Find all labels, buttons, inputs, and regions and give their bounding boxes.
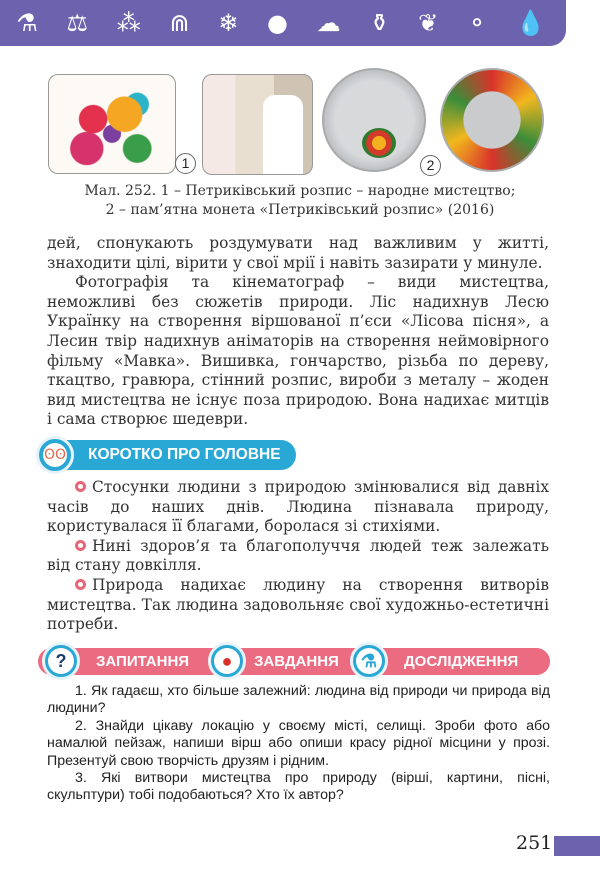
summary-list [47,478,549,635]
atom-chain-icon: ⚬ [466,9,488,37]
paragraph: дей, спонукають роздумувати над важливим у житті, знаходити цілі, вірити у свої мрії і навіть зазирати у минуле. [47,234,549,272]
cells-icon: ☁ [316,9,341,37]
question-item: 2. Знайди цікаву локацію у своєму місті, селищі. Зроби фото або намалюй пейзаж, напиши вірш або опиши красу рідної місцини у прозі. Презентуй свою творчість друзям і рідним. [47,717,550,769]
body-text [47,234,549,430]
scales-icon: ⚖ [66,9,89,37]
flask-icon: ⚗ [16,9,38,37]
tasks-header-bar [38,648,550,675]
paragraph: Фотографія та кінематограф – види мистецтва, неможливі без сюжетів природи. Ліс надихнув Лесю Українку на створення віршованої п’єси «Лісова пісня», а Лесин твір надихнув аніматорів на створення неймовірного фільму «Мавка». Вишивка, гончарство, різьба по дереву, ткацтво, гравюра, стінний розпис, вироби з металу – жоден вид мистецтва не існує поза природою. Вона надихає митців і сама створює шедеври. [47,273,549,429]
snowflake-icon: ❄ [218,9,239,37]
figure-label-1: 1 [175,153,196,174]
question-item: 1. Як гадаєш, хто більше залежний: людина від природи чи природа від людини? [47,683,550,717]
apple-icon: ● [267,9,288,37]
research-label: ДОСЛІДЖЕННЯ [404,653,519,670]
artist-painting-wall-image [202,74,313,175]
bullet-icon [75,481,86,492]
bullet-icon [75,540,86,551]
coin-reverse-image [440,68,544,172]
summary-title: КОРОТКО ПРО ГОЛОВНЕ [88,446,281,463]
figure-label-2: 2 [420,155,441,176]
summary-item: Стосунки людини з природою змінювалися від давніх часів до наших днів. Людина пізнавала природу, користувалася її благами, боролася зі стихіями. [47,478,549,536]
subject-icon-bar [0,0,566,46]
coin-obverse-image [322,68,426,172]
caption-line: 2 – пам’ятна монета «Петриківський розпис» (2016) [105,202,495,218]
tasks-label: ЗАВДАННЯ [254,653,339,670]
question-item: 3. Які витвори мистецтва про природу (вірші, картини, пісні, скульптури) тобі подобаються? Хто їх автор? [47,770,550,804]
drop-icon: 💧 [515,9,546,37]
figure-caption [40,182,560,220]
magnet-icon: ⋒ [169,9,190,37]
owl-icon: ʘʘ [36,436,74,474]
page-number: 251 [516,832,553,854]
questions-list [47,683,550,805]
apple-task-icon: ● [208,642,246,680]
molecule-icon: ⁂ [116,9,141,37]
summary-header [38,440,296,470]
summary-item: Нині здоров’я та благополуччя людей теж залежать від стану довкілля. [47,536,549,575]
question-icon: ? [42,642,80,680]
bullet-icon [75,579,86,590]
questions-label: ЗАПИТАННЯ [96,653,190,670]
summary-item: Природа надихає людину на створення витворів мистецтва. Так людина задовольняє свої художньо-естетичні потреби. [47,575,549,634]
petrykivka-painting-image [48,74,176,174]
test-tubes-icon: ⚱ [369,9,390,37]
flask-research-icon: ⚗ [350,642,388,680]
shell-icon: ❦ [418,9,439,37]
caption-line: Мал. 252. 1 – Петриківський розпис – народне мистецтво; [84,183,516,199]
page-marker [554,836,600,856]
